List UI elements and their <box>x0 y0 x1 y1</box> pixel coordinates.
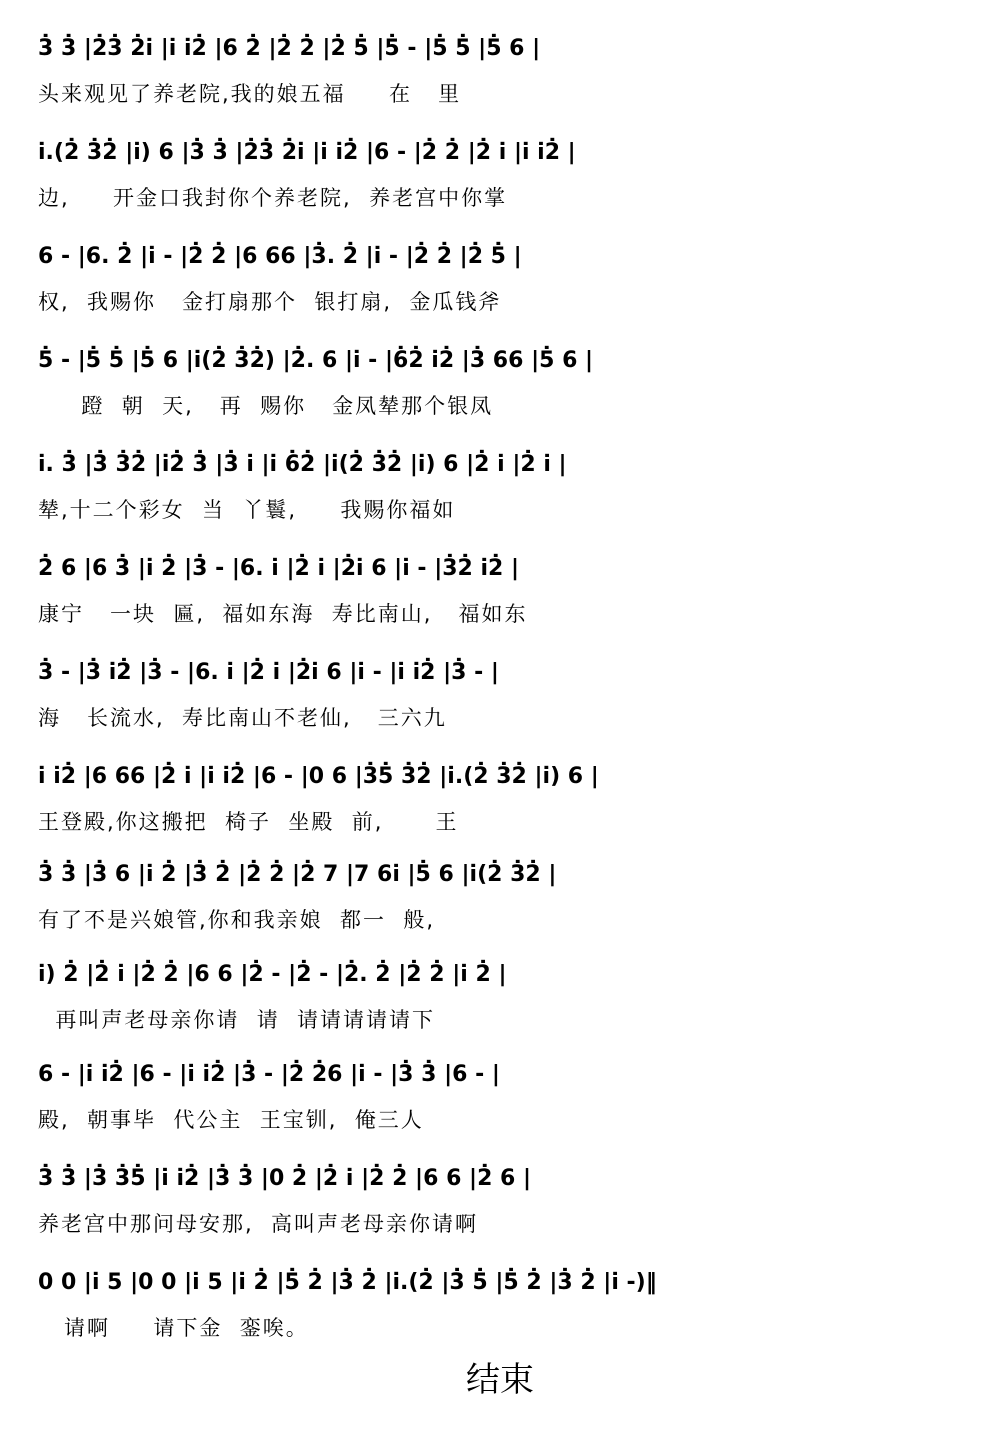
notation-line: 3̇ - |3̇ i̇2̇ |3̇ - |6. i̇ |2̇ i̇ |2̇i̇ 6 |i̇ - |i̇ i̇2̇ |3̇ - | <box>38 660 499 685</box>
notation-line: 6 - |i̇ i̇2̇ |6 - |i̇ i̇2̇ |3̇ - |2̇ 2̇6 |i̇ - |3̇ 3̇ |6 - | <box>38 1062 500 1087</box>
notation-line: 3̇ 3̇ |3̇ 6 |i̇ 2̇ |3̇ 2̇ |2̇ 2̇ |2̇ 7 |7 6i̇ |5̇ 6 |i̇(2̇ 3̇2̇ | <box>38 862 557 887</box>
notation-line: 3̇ 3̇ |3̇ 3̇5̇ |i̇ i̇2̇ |3̇ 3̇ |0 2̇ |2̇ i̇ |2̇ 2̇ |6 6 |2̇ 6 | <box>38 1166 532 1191</box>
score-system <box>38 340 966 440</box>
lyrics-line: 蹬 朝 天, 再 赐你 金凤辇那个银凤 <box>38 394 494 418</box>
notation-line: i̇.(2̇ 3̇2̇ |i̇) 6 |3̇ 3̇ |2̇3̇ 2̇i̇ |i̇ i̇2̇ |6 - |2̇ 2̇ |2̇ i̇ |i̇ i̇2̇ | <box>38 140 576 165</box>
score-system <box>38 548 966 648</box>
notation-line: 2̇ 6 |6 3̇ |i̇ 2̇ |3̇ - |6. i̇ |2̇ i̇ |2̇i̇ 6 |i̇ - |3̇2̇ i̇2̇ | <box>38 556 520 581</box>
lyrics-line: 有了不是兴娘管,你和我亲娘 都一 般, <box>38 908 436 932</box>
ending-label: 结束 <box>466 1360 534 1400</box>
score-system <box>38 756 966 856</box>
lyrics-line: 再叫声老母亲你请 请 请请请请请下 <box>38 1008 436 1032</box>
notation-line: 5̇ - |5̇ 5̇ |5̇ 6 |i̇(2̇ 3̇2̇) |2̇. 6 |i̇ - |6̇2̇ i̇2̇ |3̇ 66 |5̇ 6 | <box>38 348 594 373</box>
lyrics-line: 请啊 请下金 銮唉。 <box>38 1316 309 1340</box>
score-system <box>38 132 966 232</box>
notation-line: 6 - |6. 2̇ |i̇ - |2̇ 2̇ |6 66 |3̇. 2̇ |i̇ - |2̇ 2̇ |2̇ 5̇ | <box>38 244 522 269</box>
notation-line: 0 0 |i̇ 5 |0 0 |i̇ 5 |i̇ 2̇ |5̇ 2̇ |3̇ 2̇ |i̇.(2̇ |3̇ 5̇ |5̇ 2̇ |3̇ 2̇ |i̇ -)‖ <box>38 1270 657 1295</box>
score-system <box>38 854 966 954</box>
notation-line: i̇. 3̇ |3̇ 3̇2̇ |i̇2̇ 3̇ |3̇ i̇ |i̇ 6̇2̇ |i̇(2̇ 3̇2̇ |i̇) 6 |2̇ i̇ |2̇ i̇ | <box>38 452 567 477</box>
notation-line: i̇) 2̇ |2̇ i̇ |2̇ 2̇ |6 6 |2̇ - |2̇ - |2̇. 2̇ |2̇ 2̇ |i̇ 2̇ | <box>38 962 507 987</box>
score-system <box>38 954 966 1054</box>
lyrics-line: 康宁 一块 匾, 福如东海 寿比南山, 福如东 <box>38 602 528 626</box>
lyrics-line: 养老宫中那问母安那, 高叫声老母亲你请啊 <box>38 1212 479 1236</box>
lyrics-line: 权, 我赐你 金打扇那个 银打扇, 金瓜钱斧 <box>38 290 502 314</box>
notation-line: 3̇ 3̇ |2̇3̇ 2̇i̇ |i̇ i̇2̇ |6 2̇ |2̇ 2̇ |2̇ 5̇ |5̇ - |5̇ 5̇ |5̇ 6 | <box>38 36 541 61</box>
score-system <box>38 1158 966 1258</box>
lyrics-line: 辇,十二个彩女 当 丫鬟, 我赐你福如 <box>38 498 456 522</box>
score-system <box>38 444 966 544</box>
lyrics-line: 边, 开金口我封你个养老院, 养老宫中你掌 <box>38 186 508 210</box>
lyrics-line: 王登殿,你这搬把 椅子 坐殿 前, 王 <box>38 810 459 834</box>
lyrics-line: 头来观见了养老院,我的娘五福 在 里 <box>38 82 462 106</box>
score-system <box>38 652 966 752</box>
score-system <box>38 1054 966 1154</box>
lyrics-line: 海 长流水, 寿比南山不老仙, 三六九 <box>38 706 447 730</box>
lyrics-line: 殿, 朝事毕 代公主 王宝钏, 俺三人 <box>38 1108 424 1132</box>
score-system <box>38 236 966 336</box>
score-system <box>38 1262 966 1362</box>
score-system <box>38 28 966 128</box>
notation-line: i̇ i̇2̇ |6 66 |2̇ i̇ |i̇ i̇2̇ |6 - |0 6 |3̇5̇ 3̇2̇ |i̇.(2̇ 3̇2̇ |i̇) 6 | <box>38 764 599 789</box>
